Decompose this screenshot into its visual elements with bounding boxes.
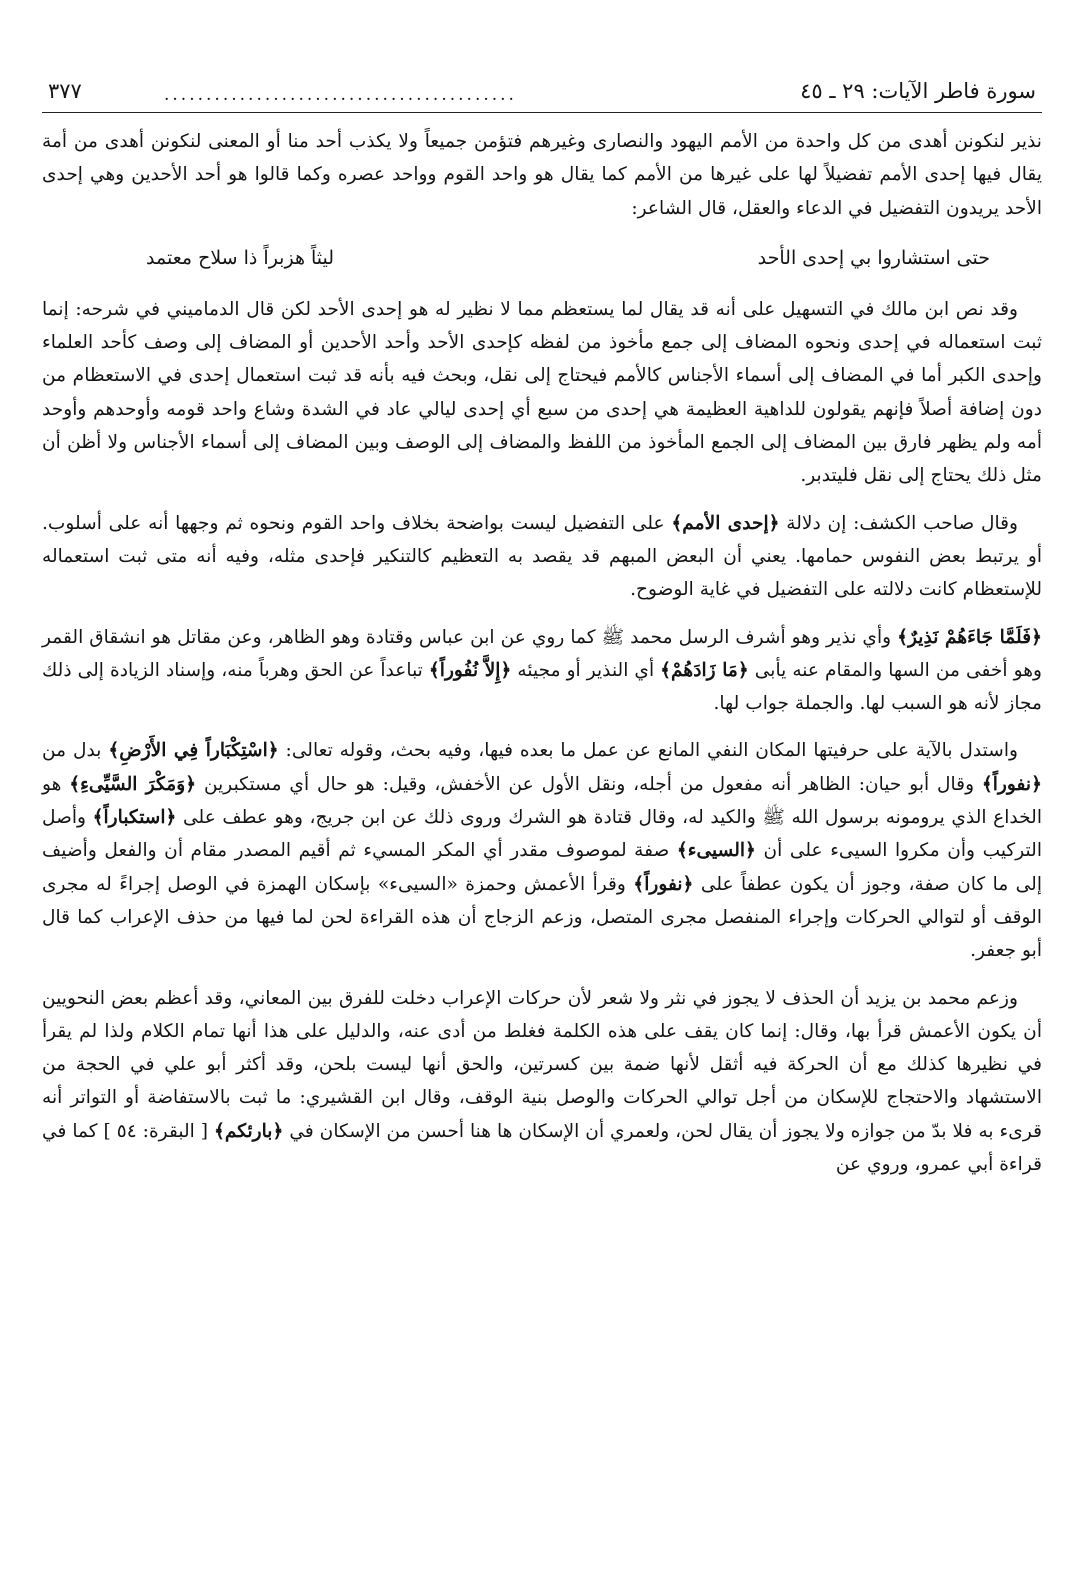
verse-hemistich-first: حتى استشاروا بي إحدى الأحد	[757, 246, 990, 269]
quran-quote: ﴿السيىء﴾	[676, 840, 756, 862]
text-run: وقرأ الأعمش وحمزة «السيىء» بإسكان الهمزة في الوصل إجراءً له مجرى الوقف أو لتوالي الحركات وإجراء المنفصل مجرى المتصل، وزعم الزجاج أن هذه القراءة لحن لما فيها من حذف الإعراب كما قال أبو جعفر.	[42, 873, 1042, 962]
paragraph-p6	[42, 982, 1042, 1182]
quran-quote: ﴿وَمَكْرَ السَّيِّىءِ﴾	[69, 773, 197, 795]
header-dot-leader: ..........................................	[164, 85, 517, 105]
paragraph-p5	[42, 734, 1042, 967]
text-run: تباعداً عن الحق وهرباً منه، وإسناد الزيادة إلى ذلك مجاز لأنه هو السبب لها. والجملة جواب لها.	[42, 659, 1042, 715]
poetry-verse	[42, 239, 1042, 277]
quran-quote: ﴿مَا زَادَهُمْ﴾	[660, 659, 749, 681]
page-body	[42, 125, 1042, 1181]
text-run: وأصل التركيب وأن مكروا السيىء على أن	[42, 807, 1042, 862]
quran-quote: ﴿بارئكم﴾	[213, 1120, 284, 1142]
text-run: على التفضيل ليست بواضحة بخلاف واحد القوم ونحوه ثم وجهها أنه على أسلوب. أو يرتبط بعض النفوس حمامها. يعني أن البعض المبهم قد يقصد به التعظيم كالتنكير فإحدى مثله، وفيه أنه متى ثبت استعماله للإستعظام كانت دلالته على التفضيل في غاية الوضوح.	[42, 512, 1042, 601]
paragraphs-top	[42, 125, 1042, 225]
paragraph-p1	[42, 125, 1042, 225]
text-run: [ البقرة: ٥٤ ] كما في قراءة أبي عمرو، وروي عن	[42, 1120, 1042, 1176]
paragraph-p2	[42, 293, 1042, 493]
quran-quote: ﴿إِلاَّ نُفُوراً﴾	[428, 659, 512, 681]
text-run: وزعم محمد بن يزيد أن الحذف لا يجوز في نثر ولا شعر لأن حركات الإعراب دخلت للفرق بين المعاني، وقد أعظم بعض النحويين أن يكون الأعمش قرأ بها، وقال: إنما كان يقف على هذه الكلمة فغلط من أدى عنه، والدليل على هذا أنها تمام الكلام ولذا لم يقرأ في نظيرها كذلك مع أن الحركة فيه أثقل لأنها ضمة بين كسرتين، والحق أنها ليست بلحن، وقد أكثر أبو علي في الحجة من الاستشهاد والاحتجاج للإسكان من أجل توالي الحركات والوصل بنية الوقف، وقال ابن القشيري: ما ثبت بالاستفاضة أو التواتر أنه قرىء به فلا بدّ من جوازه ولا يجوز أن يقال لحن، ولعمري أن الإسكان ها هنا أحسن من الإسكان في	[42, 987, 1042, 1142]
surah-title: سورة فاطر الآيات: ٢٩ ـ ٤٥	[800, 79, 1036, 103]
quran-quote: ﴿اسْتِكْبَاراً فِي الأَرْضِ﴾	[108, 740, 279, 762]
quran-quote: ﴿نفوراً﴾	[981, 773, 1042, 795]
text-run: نذير لنكونن أهدى من كل واحدة من الأمم اليهود والنصارى وغيرهم فتؤمن جميعاً ولا يكذب أحد منا أو المعنى لنكونن أهدى من أمة يقال فيها إحدى الأمم تفضيلاً لها على غيرها من الأمم كما يقال هو واحد القوم وواحد عصره وكما قالوا هو أحد الأحدين وهي إحدى الأحد يريدون التفضيل في الدعاء والعقل، قال الشاعر:	[42, 131, 1042, 219]
text-run: بدل من	[42, 740, 109, 762]
quran-quote: ﴿إحدى الأمم﴾	[671, 512, 780, 534]
text-run: وقال أبو حيان: الظاهر أنه مفعول من أجله، ونقل الأول عن الأخفش، وقيل: هو حال أي مستكبرين	[196, 773, 982, 795]
text-run: هو الخداع الذي يرومونه برسول الله ﷺ والكيد له، وقال قتادة هو الشرك وروى ذلك عن ابن جريج، وهو عطف على	[42, 773, 1042, 829]
verse-hemistich-second: ليثاً هزبراً ذا سلاح معتمد	[146, 246, 335, 269]
text-run: صفة لموصوف مقدر أي المكر المسيء ثم أقيم المصدر مقام أن والفعل وأضيف إلى ما كان صفة، وجوز أن يكون عطفاً على	[42, 840, 1043, 895]
quran-quote: ﴿فَلَمَّا جَاءَهُمْ نَذِيرٌ﴾	[897, 626, 1042, 648]
paragraph-p4	[42, 621, 1042, 721]
page-number: ٣٧٧	[48, 79, 82, 103]
text-run: أي النذير أو مجيئه	[511, 659, 661, 681]
quran-quote: ﴿نفوراً﴾	[633, 873, 694, 895]
paragraphs-bottom	[42, 293, 1042, 1181]
paragraph-p3	[42, 507, 1042, 607]
quran-quote: ﴿استكباراً﴾	[92, 807, 177, 829]
text-run: وأي نذير وهو أشرف الرسل محمد ﷺ كما روي عن ابن عباس وقتادة وهو الظاهر، وعن مقاتل هو انشقاق القمر وهو أخفى من السها والمقام عنه يأبى	[42, 626, 1042, 681]
text-run: وقد نص ابن مالك في التسهيل على أنه قد يقال لما يستعظم مما لا نظير له هو إحدى الأحد لكن قال الدماميني في شرحه: إنما ثبت استعماله في إحدى ونحوه المضاف إلى جمع مأخوذ من لفظه كإحدى الأحد وأحد الأحدين أو المضاف إلى وصف كأحد العلماء وإحدى الكبر أما في المضاف إلى أسماء الأجناس كالأمم فيحتاج إلى نقل، وبحث فيه بأنه قد ثبت استعمال إحدى في الاستعظام من دون إضافة أصلاً فإنهم يقولون للداهية العظيمة هي إحدى من سبع أي إحدى ليالي عاد في الشدة وشاع واحد قومه وأوحدهم وأوحد أمه ولم يظهر فارق بين المضاف إلى الجمع المأخوذ من اللفظ والمضاف إلى الوصف وبين المضاف إلى أسماء الأجناس ولا أظن أن مثل ذلك يحتاج إلى نقل فليتدبر.	[42, 298, 1042, 487]
text-run: وقال صاحب الكشف: إن دلالة	[779, 512, 1019, 534]
text-run: واستدل بالآية على حرفيتها المكان النفي المانع عن عمل ما بعده فيها، وفيه بحث، وقوله تعالى:	[278, 740, 1018, 762]
page-header	[42, 72, 1042, 113]
